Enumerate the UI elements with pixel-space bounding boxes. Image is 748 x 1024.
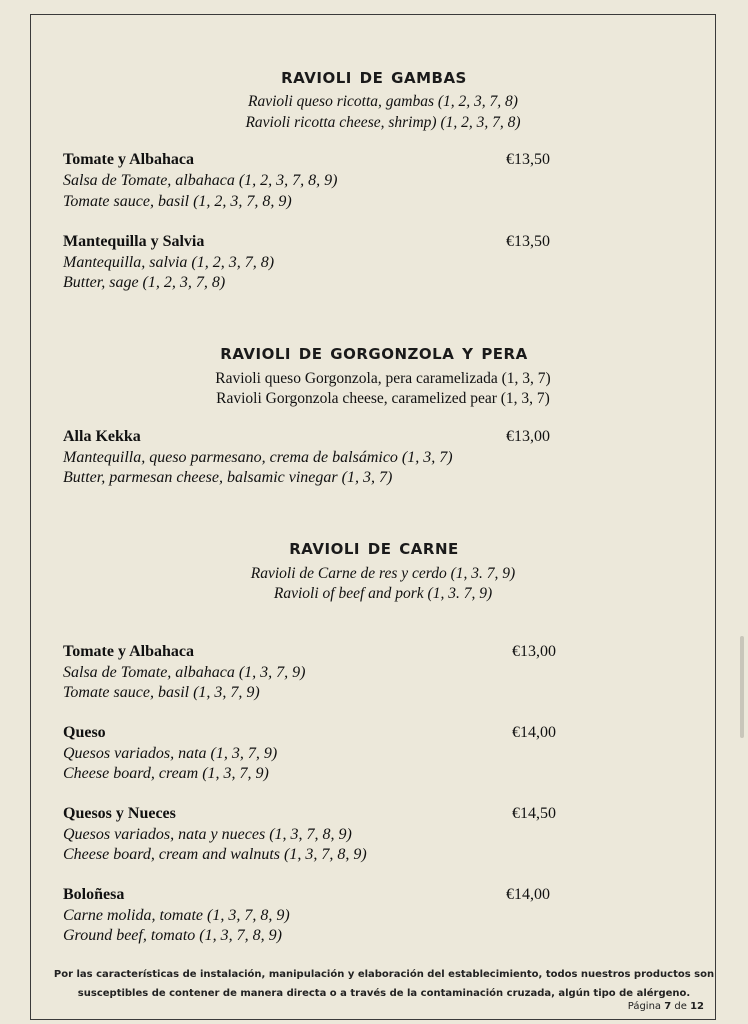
item-name: Queso [63,724,106,741]
item-name: Mantequilla y Salvia [63,233,205,250]
item-name: Tomate y Albahaca [63,643,194,660]
item-desc-es: Salsa de Tomate, albahaca (1, 2, 3, 7, 8, 9) [63,172,338,189]
item-desc-en: Tomate sauce, basil (1, 3, 7, 9) [63,684,260,701]
item-price: €13,50 [506,233,550,250]
section-subtitle-en: Ravioli ricotta cheese, shrimp) (1, 2, 3, 7, 8) [245,114,521,131]
item-desc-es: Mantequilla, queso parmesano, crema de balsámico (1, 3, 7) [63,449,453,466]
section-title-carne: ravioli de carne [289,535,459,559]
item-desc-en: Butter, sage (1, 2, 3, 7, 8) [63,274,226,291]
item-desc-es: Quesos variados, nata y nueces (1, 3, 7, 8, 9) [63,826,352,843]
page-total: 12 [690,1001,704,1012]
item-name: Quesos y Nueces [63,805,176,822]
item-price: €13,00 [506,428,550,445]
page-current: 7 [664,1001,672,1012]
section-title-gorgonzola: ravioli de gorgonzola y pera [220,340,528,364]
item-desc-es: Salsa de Tomate, albahaca (1, 3, 7, 9) [63,664,306,681]
item-desc-en: Cheese board, cream (1, 3, 7, 9) [63,765,269,782]
item-price: €13,50 [506,151,550,168]
item-desc-en: Ground beef, tomato (1, 3, 7, 8, 9) [63,927,282,944]
item-price: €13,00 [512,643,556,660]
item-desc-es: Mantequilla, salvia (1, 2, 3, 7, 8) [63,254,275,271]
section-subtitle-es: Ravioli de Carne de res y cerdo (1, 3. 7, 9) [250,565,516,582]
scrollbar[interactable] [740,636,744,738]
item-price: €14,50 [512,805,556,822]
item-name: Boloñesa [63,886,125,903]
item-price: €14,00 [512,724,556,741]
section-subtitle-en: Ravioli of beef and pork (1, 3. 7, 9) [273,585,493,602]
item-desc-es: Carne molida, tomate (1, 3, 7, 8, 9) [63,907,290,924]
section-title-gambas: ravioli de gambas [281,64,467,88]
section-subtitle-es: Ravioli queso Gorgonzola, pera caramelizada (1, 3, 7) [215,370,551,387]
item-name: Alla Kekka [63,428,141,445]
section-subtitle-es: Ravioli queso ricotta, gambas (1, 2, 3, 7, 8) [248,93,518,110]
item-desc-en: Butter, parmesan cheese, balsamic vinegar (1, 3, 7) [63,469,393,486]
item-name: Tomate y Albahaca [63,151,194,168]
allergen-note-line2: susceptibles de contener de manera directa o a través de la contaminación cruzada, algún tipo de alérgeno. [77,988,691,999]
item-price: €14,00 [506,886,550,903]
item-desc-es: Quesos variados, nata (1, 3, 7, 9) [63,745,278,762]
item-desc-en: Cheese board, cream and walnuts (1, 3, 7, 8, 9) [63,846,367,863]
page-number [628,1001,704,1012]
item-desc-en: Tomate sauce, basil (1, 2, 3, 7, 8, 9) [63,193,292,210]
allergen-note-line1: Por las características de instalación, manipulación y elaboración del establecimiento, todos nuestros productos son [53,969,715,980]
section-subtitle-en: Ravioli Gorgonzola cheese, caramelized pear (1, 3, 7) [216,390,550,407]
page-of: de [674,1001,687,1012]
page-label: Página [627,1001,662,1012]
